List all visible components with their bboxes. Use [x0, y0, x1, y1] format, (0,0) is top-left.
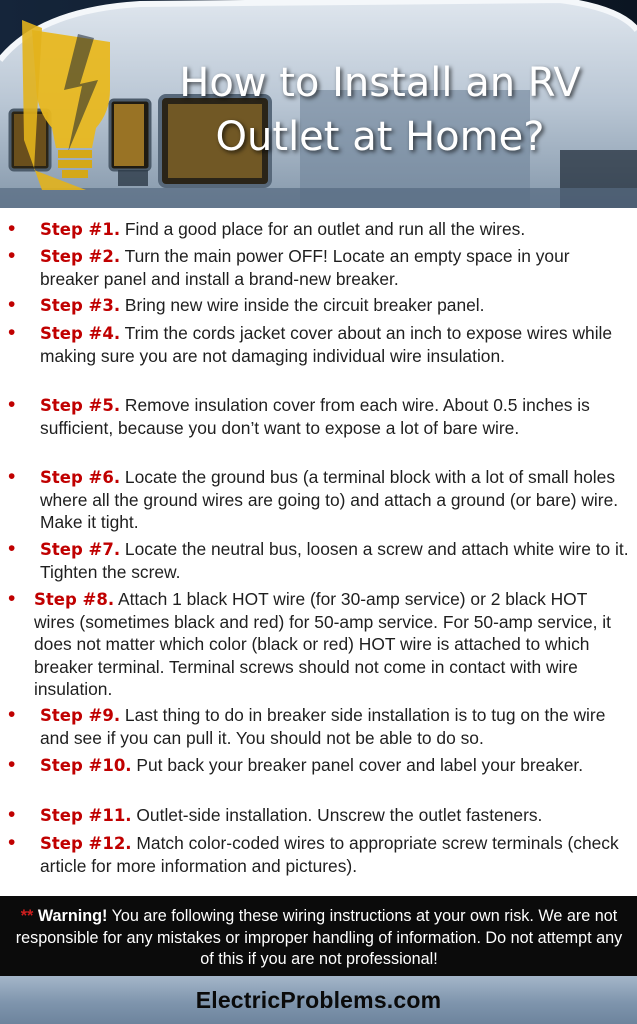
warning-label: Warning!: [37, 907, 108, 925]
step-description: Outlet-side installation. Unscrew the outlet fasteners.: [131, 805, 543, 825]
bullet-icon: •: [8, 465, 16, 488]
bullet-icon: •: [8, 831, 16, 854]
warning-box: [0, 896, 637, 976]
warning-message: You are following these wiring instructions at your own risk. We are not responsible for any mistakes or improper handling of information. Do not attempt any of this if you are not professional!: [15, 907, 623, 968]
step-number: Step #9.: [40, 706, 121, 725]
title-line-2: Outlet at Home?: [215, 114, 545, 160]
step-description: Bring new wire inside the circuit breaker panel.: [120, 295, 485, 315]
step-description: Match color-coded wires to appropriate screw terminals (check article for more information and pictures).: [40, 833, 619, 877]
step-description: Last thing to do in breaker side installation is to tug on the wire and see if you can pull it. You should not be able to do so.: [40, 705, 606, 749]
step-description: Locate the ground bus (a terminal block with a lot of small holes where all the ground wires are going to) and attach a ground (or bare) wire. Make it tight.: [40, 467, 619, 533]
step-number: Step #1.: [40, 220, 121, 239]
lightbulb-lightning-logo-icon: [22, 20, 130, 190]
title-line-1: How to Install an RV: [179, 60, 581, 106]
bullet-icon: •: [8, 244, 16, 267]
bullet-icon: •: [8, 587, 16, 610]
bullet-icon: •: [8, 703, 16, 726]
step-number: Step #6.: [40, 468, 121, 487]
step-number: Step #11.: [40, 806, 132, 825]
site-name: ElectricProblems.com: [195, 986, 442, 1013]
step-number: Step #3.: [40, 296, 121, 315]
bullet-icon: •: [8, 753, 16, 776]
step-number: Step #2.: [40, 247, 121, 266]
bullet-icon: •: [8, 803, 16, 826]
step-description: Locate the neutral bus, loosen a screw and attach white wire to it. Tighten the screw.: [40, 539, 629, 583]
step-number: Step #10.: [40, 756, 132, 775]
bullet-icon: •: [8, 321, 16, 344]
bullet-icon: •: [8, 393, 16, 416]
header-banner: [0, 0, 637, 208]
bullet-icon: •: [8, 293, 16, 316]
warning-text: [14, 906, 624, 971]
step-number: Step #8.: [34, 590, 115, 609]
step-number: Step #12.: [40, 834, 132, 853]
bullet-icon: •: [8, 217, 16, 240]
bullet-icon: •: [8, 537, 16, 560]
step-description: Put back your breaker panel cover and label your breaker.: [131, 755, 584, 775]
step-description: Find a good place for an outlet and run all the wires.: [120, 219, 526, 239]
step-description: Remove insulation cover from each wire. About 0.5 inches is sufficient, because you don’t want to expose a lot of bare wire.: [40, 395, 590, 439]
step-number: Step #5.: [40, 396, 121, 415]
step-number: Step #4.: [40, 324, 121, 343]
footer-bar: [0, 976, 637, 1024]
step-description: Turn the main power OFF! Locate an empty space in your breaker panel and install a brand-new breaker.: [40, 246, 570, 290]
page-title: [130, 56, 630, 164]
step-description: Trim the cords jacket cover about an inch to expose wires while making sure you are not damaging individual wire insulation.: [40, 323, 613, 367]
step-number: Step #7.: [40, 540, 121, 559]
step-description: Attach 1 black HOT wire (for 30-amp service) or 2 black HOT wires (sometimes black and red) for 50-amp service. For 50-amp service, it does not matter which color (black or red) HOT wire is attached to which breaker terminal. Terminal screws should not come in contact with wire insulation.: [34, 589, 611, 699]
warning-stars: **: [20, 907, 34, 925]
